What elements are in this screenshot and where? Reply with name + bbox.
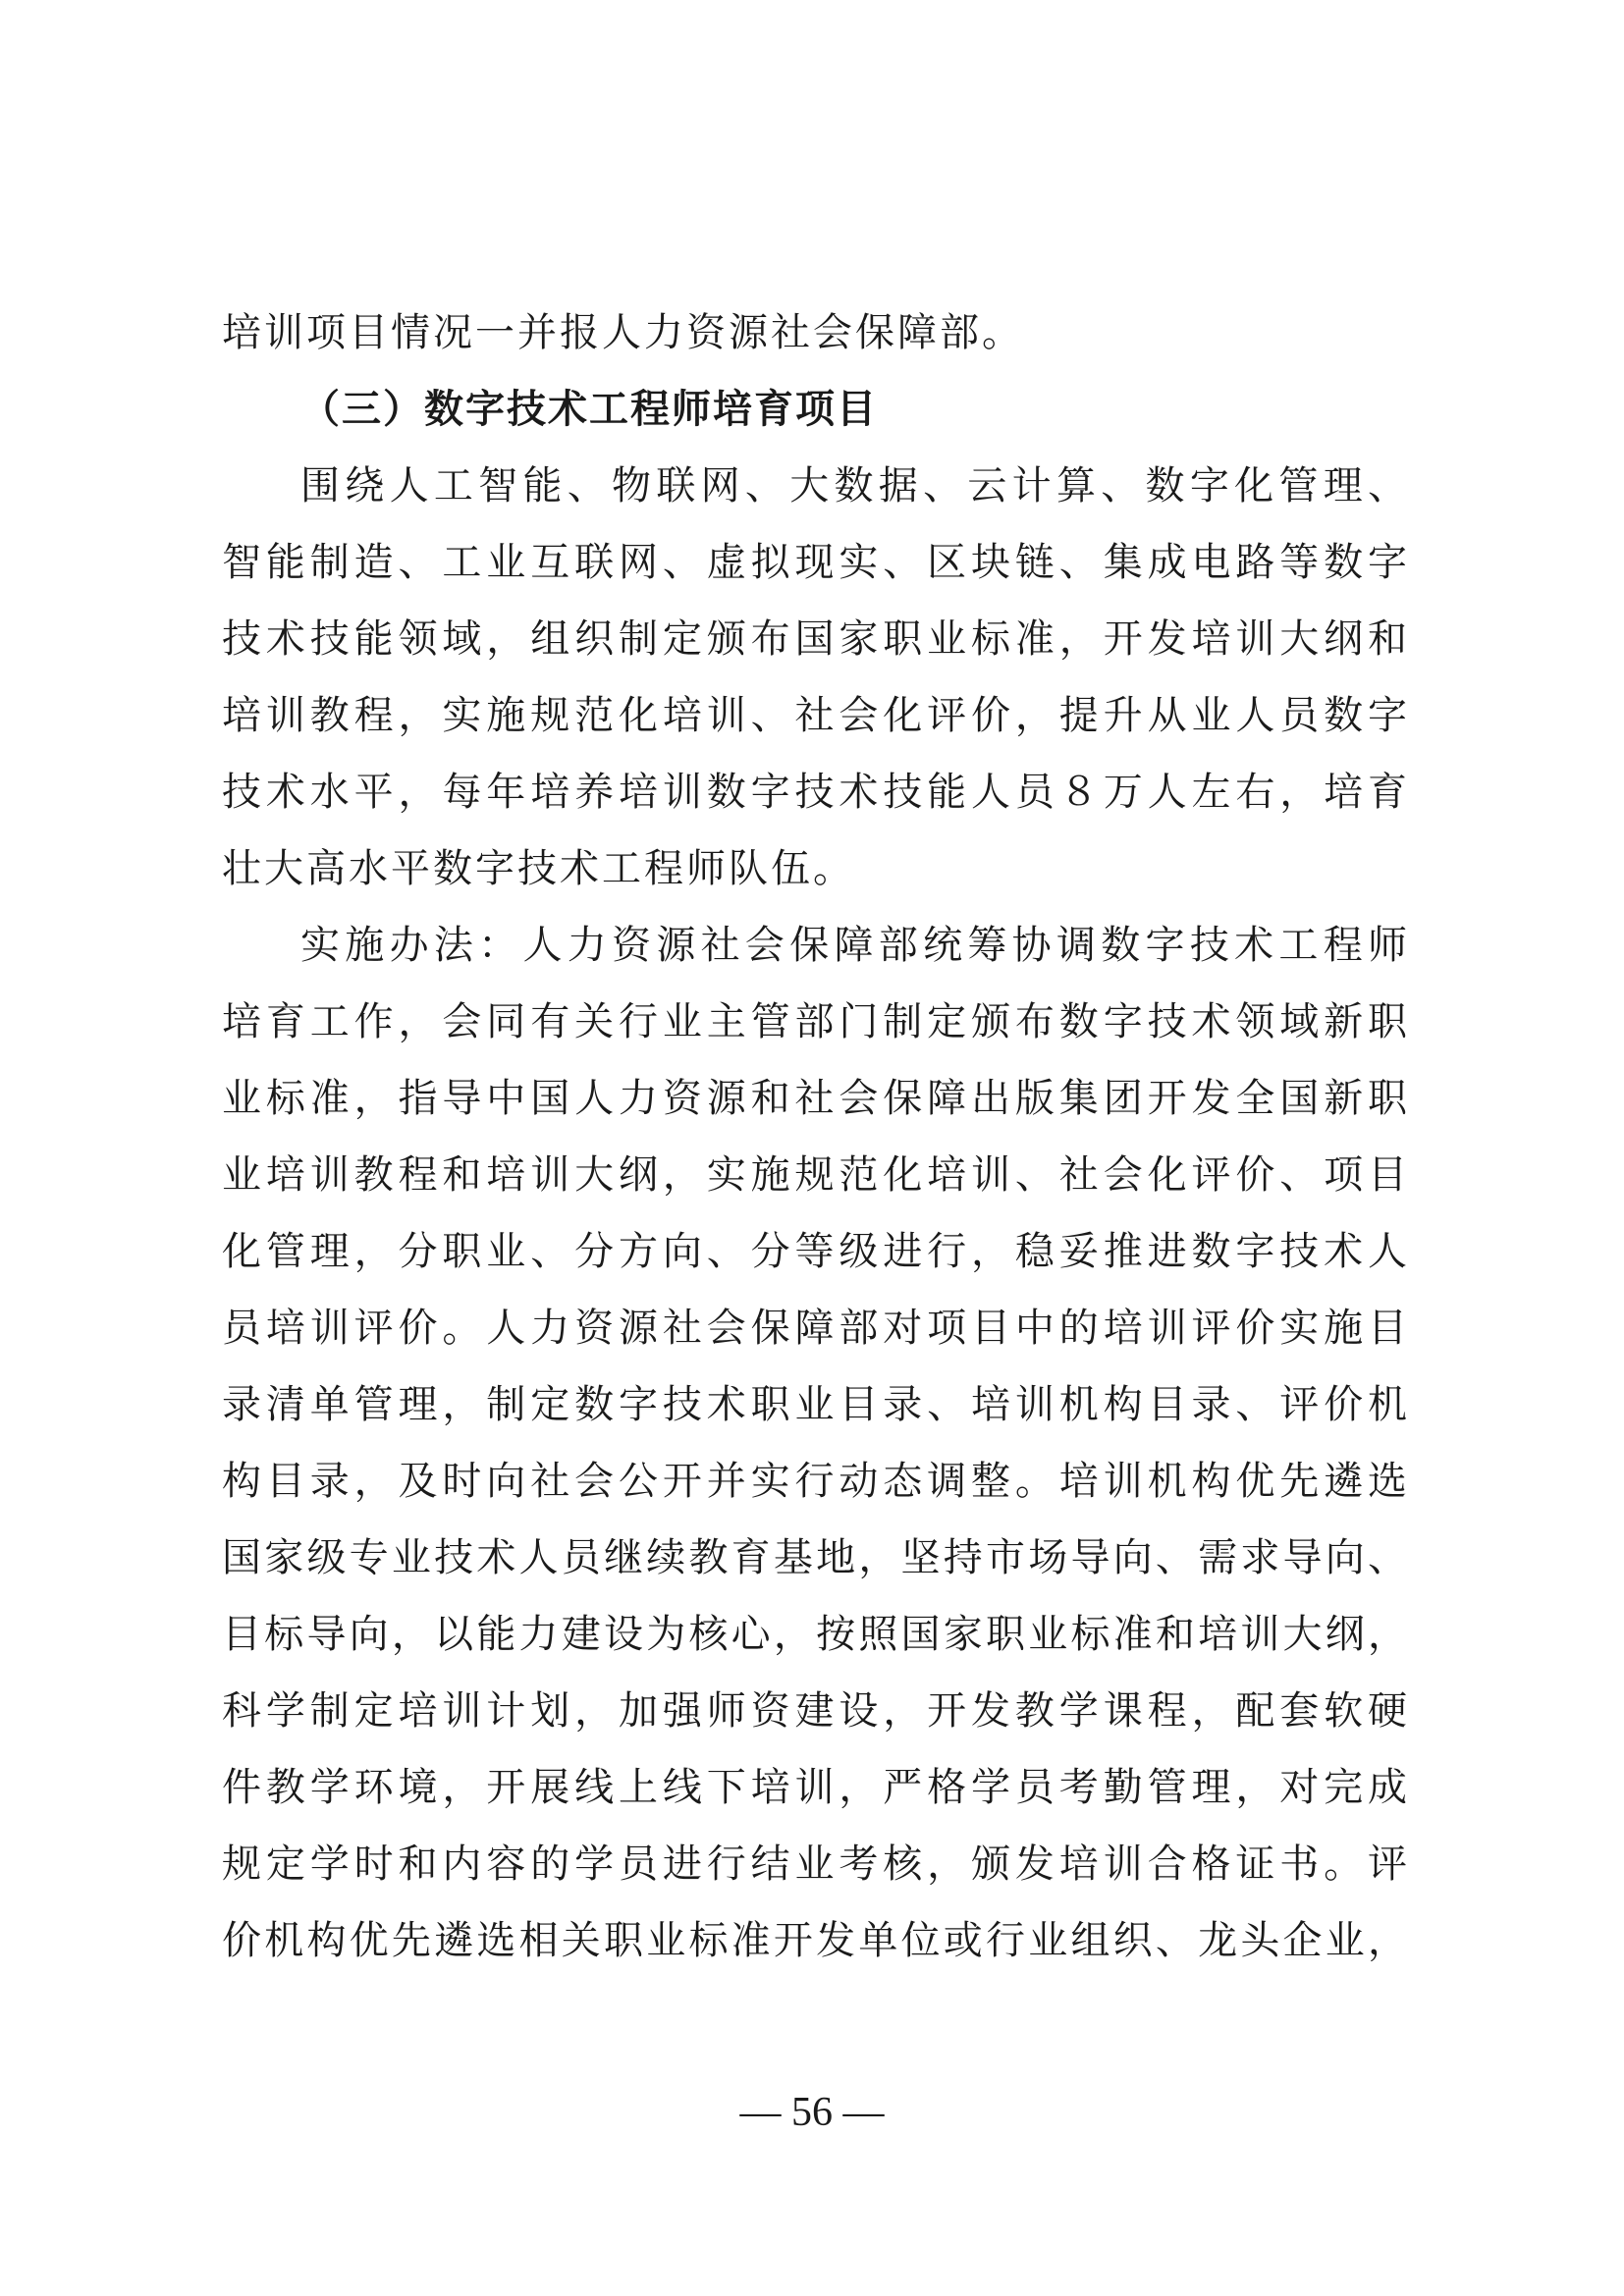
paragraph-line: 壮大高水平数字技术工程师队伍。 <box>222 846 855 891</box>
paragraph-line: 录清单管理，制定数字技术职业目录、培训机构目录、评价机 <box>222 1382 1410 1427</box>
section-heading: （三）数字技术工程师培育项目 <box>300 387 878 432</box>
intro-line: 培训项目情况一并报人力资源社会保障部。 <box>222 310 1024 355</box>
paragraph-line: 员培训评价。人力资源社会保障部对项目中的培训评价实施目 <box>222 1306 1410 1351</box>
paragraph-line: 科学制定培训计划，加强师资建设，开发教学课程，配套软硬 <box>222 1688 1410 1734</box>
paragraph-line: 技术技能领域，组织制定颁布国家职业标准，开发培训大纲和 <box>222 616 1410 662</box>
paragraph-line: 智能制造、工业互联网、虚拟现实、区块链、集成电路等数字 <box>222 540 1410 585</box>
paragraph-line: 化管理，分职业、分方向、分等级进行，稳妥推进数字技术人 <box>222 1229 1410 1274</box>
paragraph-line: 国家级专业技术人员继续教育基地，坚持市场导向、需求导向、 <box>222 1535 1410 1580</box>
paragraph-line: 技术水平，每年培养培训数字技术技能人员８万人左右，培育 <box>222 770 1410 815</box>
paragraph-line: 构目录，及时向社会公开并实行动态调整。培训机构优先遴选 <box>222 1459 1410 1504</box>
page-number: — 56 — <box>739 2090 885 2135</box>
paragraph-line: 业培训教程和培训大纲，实施规范化培训、社会化评价、项目 <box>222 1152 1410 1198</box>
paragraph-line: 规定学时和内容的学员进行结业考核，颁发培训合格证书。评 <box>222 1842 1410 1887</box>
paragraph-line: 实施办法：人力资源社会保障部统筹协调数字技术工程师 <box>300 923 1410 968</box>
paragraph-line: 培训教程，实施规范化培训、社会化评价，提升从业人员数字 <box>222 693 1410 738</box>
paragraph-line: 培育工作，会同有关行业主管部门制定颁布数字技术领域新职 <box>222 999 1410 1044</box>
paragraph-line: 价机构优先遴选相关职业标准开发单位或行业组织、龙头企业， <box>222 1918 1410 1963</box>
paragraph-line: 业标准，指导中国人力资源和社会保障出版集团开发全国新职 <box>222 1076 1410 1121</box>
paragraph-line: 件教学环境，开展线上线下培训，严格学员考勤管理，对完成 <box>222 1765 1410 1810</box>
paragraph-line: 围绕人工智能、物联网、大数据、云计算、数字化管理、 <box>300 463 1410 508</box>
paragraph-line: 目标导向，以能力建设为核心，按照国家职业标准和培训大纲， <box>222 1612 1410 1657</box>
